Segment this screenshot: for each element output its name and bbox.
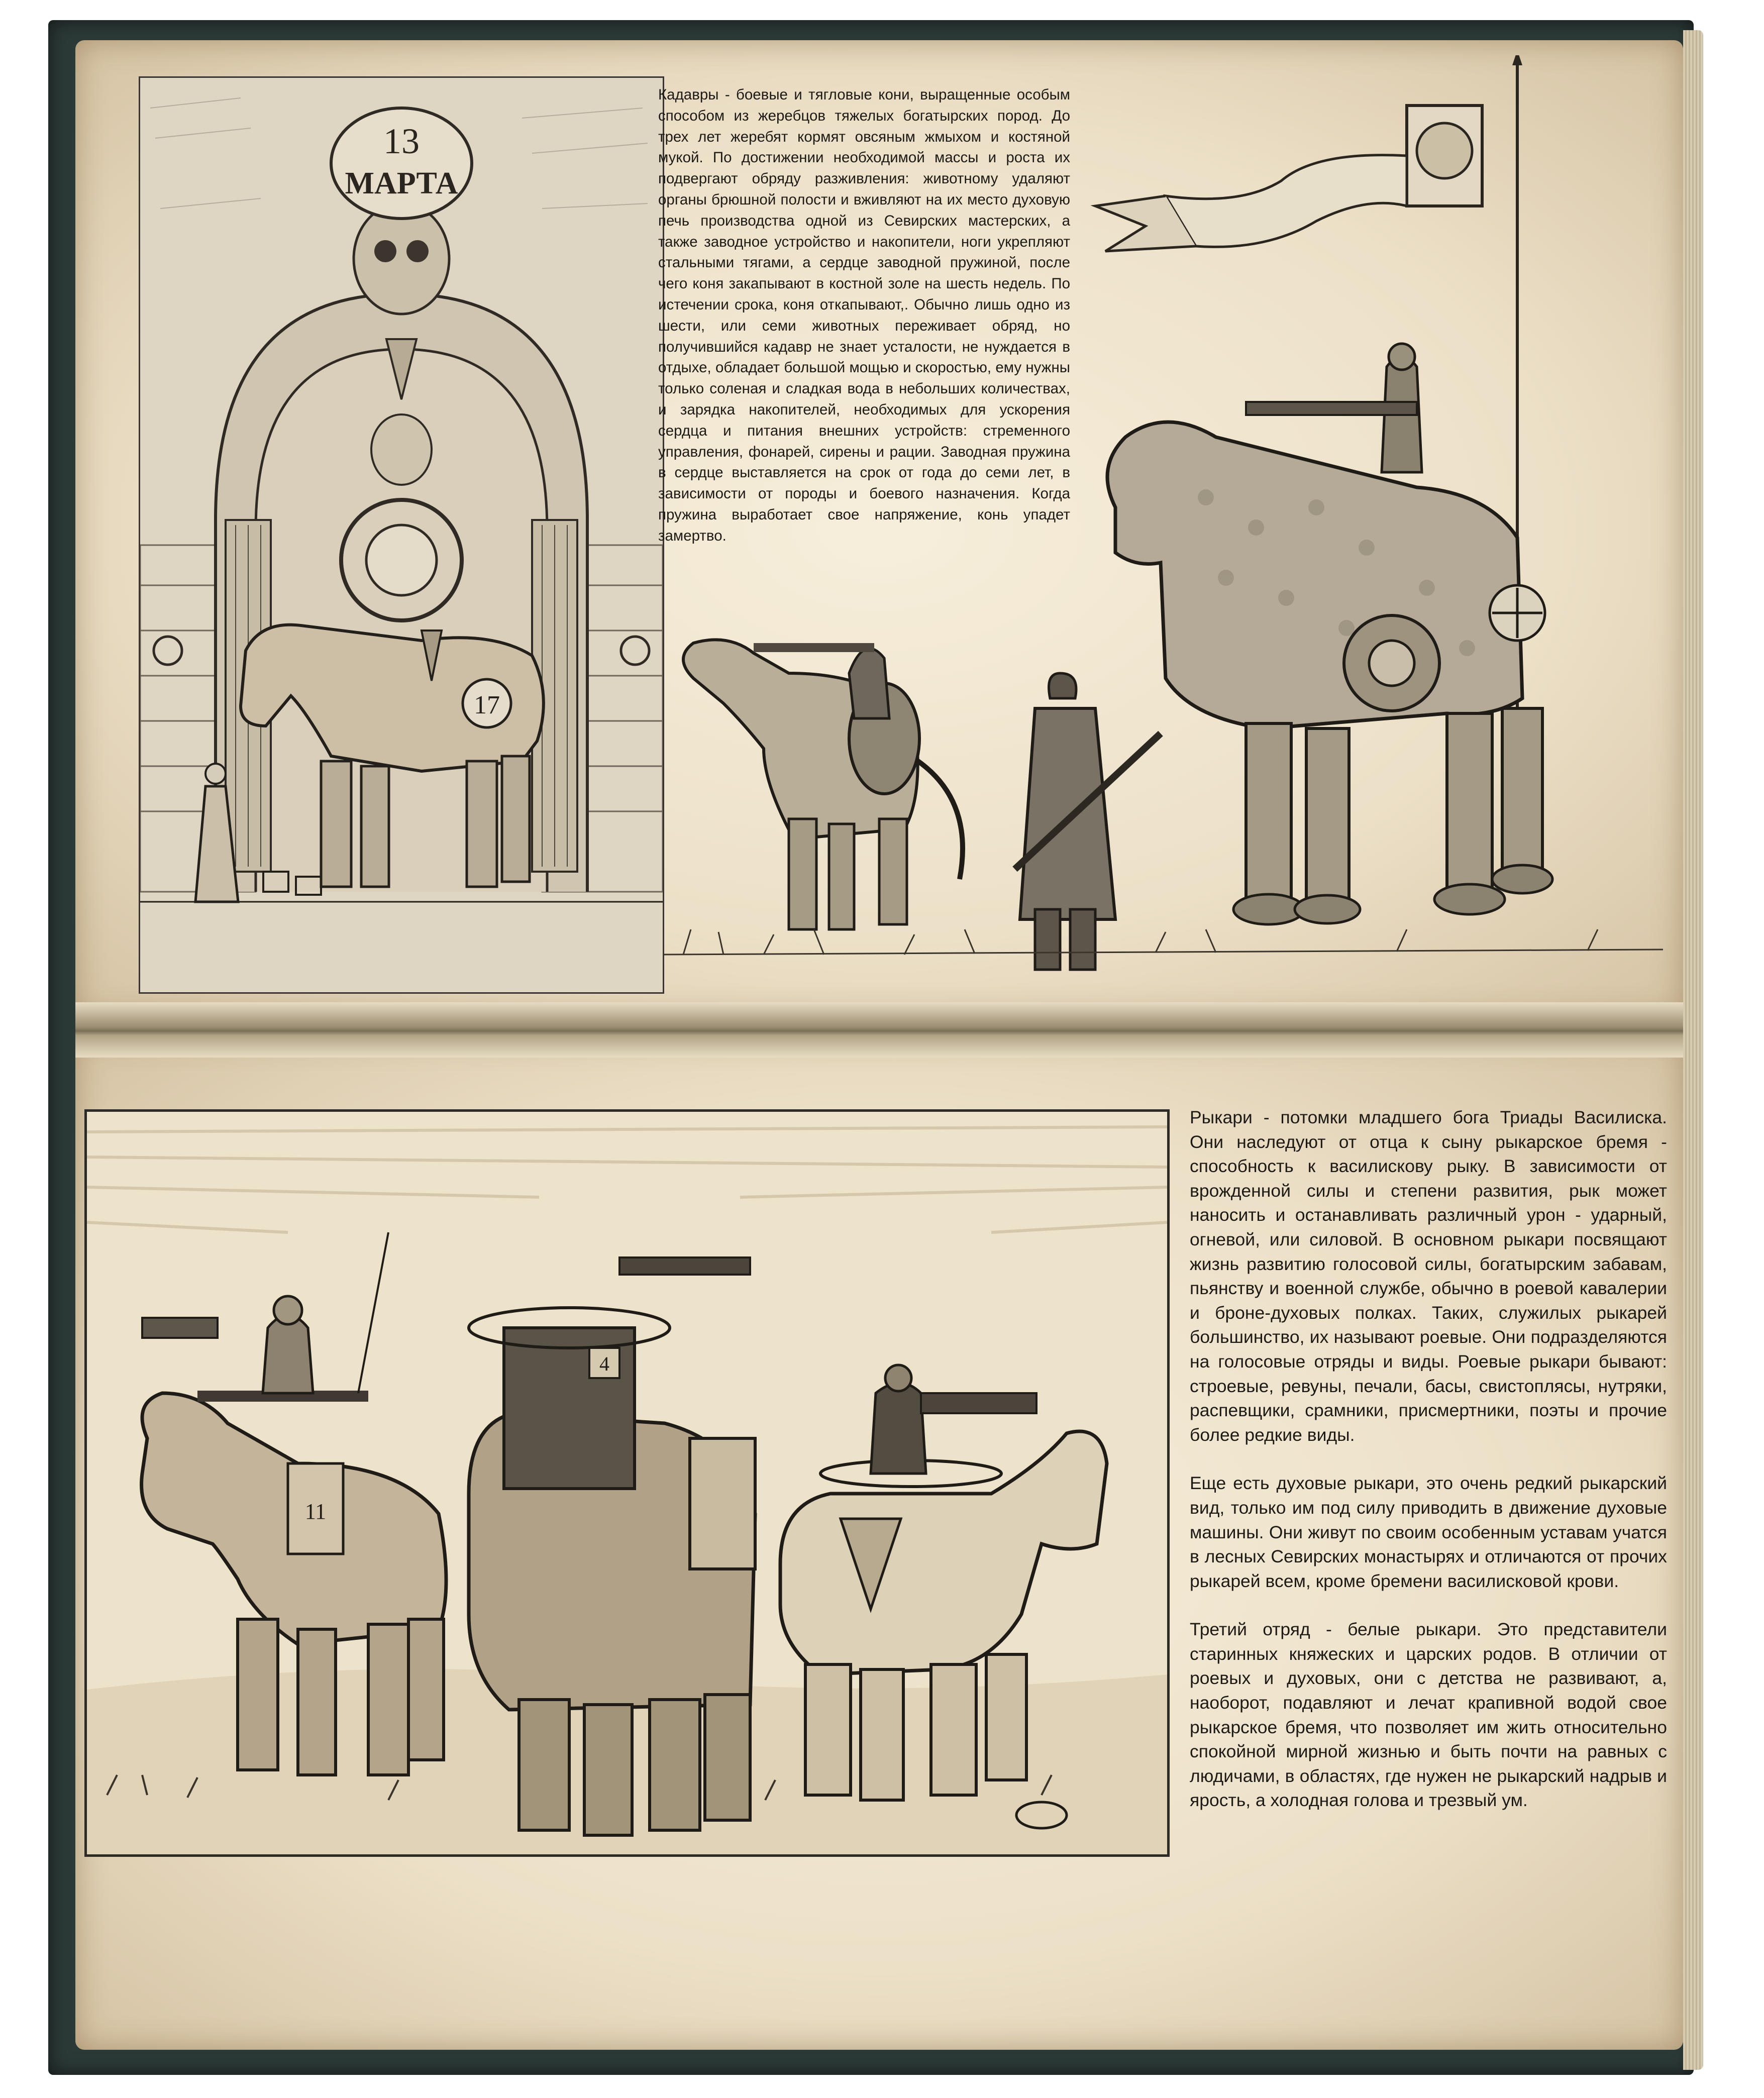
rider-rifle — [1246, 402, 1417, 415]
right-machine-gun — [921, 1393, 1036, 1413]
rykari-description — [1190, 1105, 1667, 1813]
banner-ribbon — [1166, 155, 1407, 247]
kadavry-paragraph: Кадавры - боевые и тягловые кони, выращенные особым способом из жеребцов тяжелых богатырских пород. До трех лет жеребят кормят овсяным жмыхом и костяной мукой. По достижении необходимой массы и роста их подвергают обряду разживления: животному удаляют органы брюшной полости и вживляют на их место духовую печь производства одной из Севирских мастерских, а также заводное устройство и накопители, ноги укрепляют стальными тягами, а сердце заводной пружиной, после чего коня закапывают в костной золе на шесть недель. По истечении срока, коня откапывают,. Обычно лишь одно из шести, или семи животных переживает обряд, но получившийся кадавр не знает усталости, не нуждается в отдыхе, обладает большой мощью и скоростью, ему нужны только соленая и сладкая вода в небольших количествах, и зарядка накопителей, необходимых для ускорения сердца и питания внешних устройств: стременного управления, фонарей, сирены и рации. Заводная пружина в сердце выставляется на срок от года до семи лет, в зависимости от породы и боевого назначения. Когда пружина выработает свое напряжение, конь упадет замертво. — [658, 86, 1070, 544]
rykari-illustration-svg — [87, 1112, 1167, 1854]
gate-sketch-svg — [140, 78, 663, 992]
sketch-date-month: МАРТА — [345, 166, 458, 200]
left-horse-number: 11 — [304, 1499, 327, 1524]
page-edges — [1683, 30, 1703, 2070]
kadavry-description — [658, 84, 1070, 547]
sketch-date-number: 13 — [383, 121, 420, 161]
left-machine-gun — [142, 1318, 218, 1338]
middle-machine-gun — [619, 1257, 750, 1275]
rykari-paragraph-3: Третий отряд - белые рыкари. Это представители старинных княжеских и царских родов. В отличии от роевых и духовых, они с детства не развивают, а, наоборот, подавляют и лечат крапивной водой свое рыкарское бремя, что позволяет им жить относительно спокойной мирной жизнью и быть почти на равных с людичами, в областях, где нужен не рыкарский надрыв и ярость, а холодная голова и трезвый ум. — [1190, 1619, 1667, 1811]
rykari-paragraph-1: Рыкари - потомки младшего бога Триады Василиска. Они наследуют от отца к сыну рыкарское бремя - способность к василискову рыку. В зависимости от врожденной силы и степени развития, рык может наносить и останавливать различный урон - ударный, огневой, или силовой. В основном рыкари посвящают жизнь развитию голосовой силы, богатырским забавам, пьянству и военной службе, обычно в роевой кавалерии и броне-духовых полках. Таких, служилых рыкарей большинство, их называют роевые. Они подразделяются на голосовые отряды и виды. Роевые рыкари бывают: строевые, ревуны, печали, басы, свистоплясы, нутряки, распевщики, срамники, присмертники, поэты и прочие более редкие виды. — [1190, 1107, 1667, 1445]
armored-kadavr-horse — [1107, 422, 1552, 924]
small-horse-rider — [683, 640, 963, 929]
middle-tower-number: 4 — [599, 1352, 609, 1375]
banner-portrait — [1417, 123, 1472, 178]
sketch-illustration-gate — [139, 76, 664, 994]
book-spine-fold — [75, 1002, 1683, 1058]
rykari-paragraph-2: Еще есть духовые рыкари, это очень редкий рыкарский вид, только им под силу приводить в движение духовые машины. Они живут по своим особенным уставам учатся в лесных Севирских монастырях и отличаются от прочих рыкарей всем, кроме бремени василисковой крови. — [1190, 1473, 1667, 1591]
sketch-horse-number: 17 — [474, 691, 500, 719]
standing-soldier — [1015, 673, 1161, 970]
rykari-illustration — [84, 1109, 1170, 1857]
